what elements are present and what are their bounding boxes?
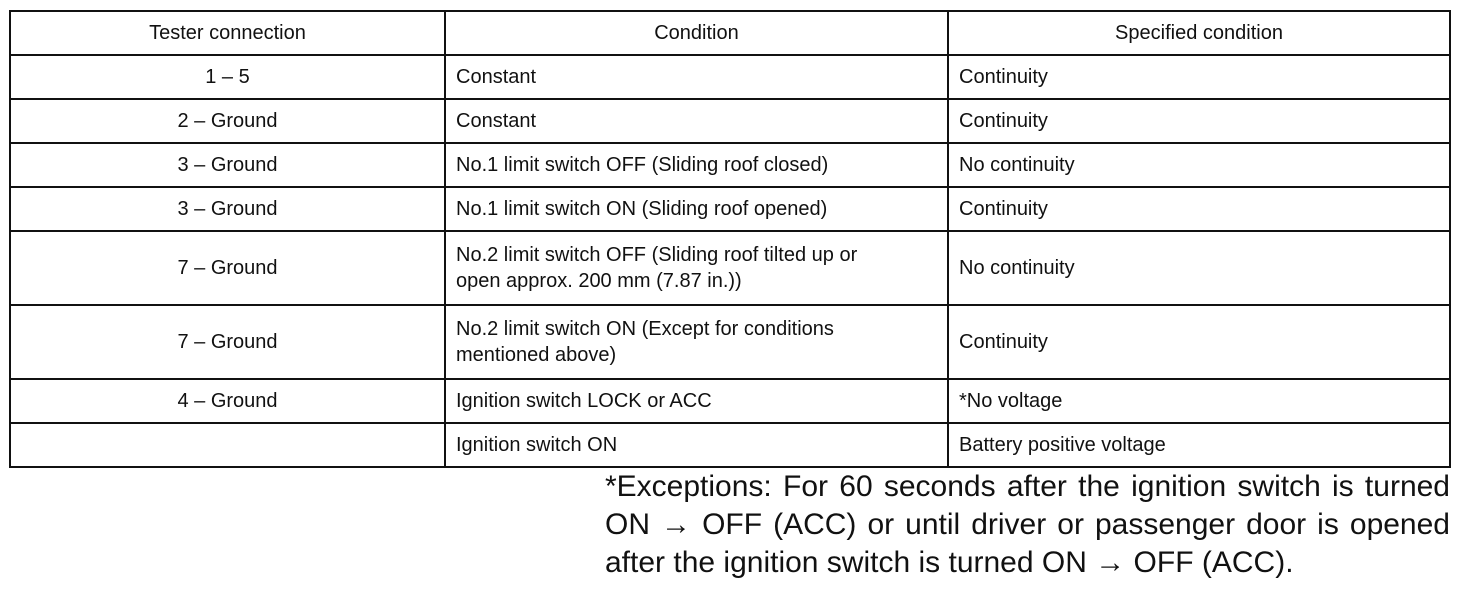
footnote-line: after the ignition switch is turned ON → OFF (ACC). xyxy=(605,546,1294,579)
condition-line: No.2 limit switch OFF (Sliding roof tilted up or xyxy=(456,244,858,266)
footnote-line: *Exceptions: For 60 seconds after the ignition switch is turned xyxy=(605,470,1450,503)
condition-line: mentioned above) xyxy=(456,344,617,366)
header-tester-connection: Tester connection xyxy=(10,11,445,55)
condition-cell: No.1 limit switch OFF (Sliding roof closed) xyxy=(445,143,948,187)
condition-line: No.2 limit switch ON (Except for conditions xyxy=(456,318,834,340)
condition-cell: Ignition switch ON xyxy=(445,423,948,467)
specification-table xyxy=(9,10,1451,468)
condition-cell: Constant xyxy=(445,55,948,99)
footnote-line: ON → OFF (ACC) or until driver or passenger door is opened xyxy=(605,508,1450,541)
tester-connection-cell: 7 – Ground xyxy=(10,231,445,305)
specified-condition-cell: *No voltage xyxy=(948,379,1450,423)
tester-connection-cell: 2 – Ground xyxy=(10,99,445,143)
specified-condition-cell: Continuity xyxy=(948,99,1450,143)
table-row xyxy=(10,379,1450,423)
exceptions-footnote xyxy=(605,468,1450,582)
table-row xyxy=(10,99,1450,143)
specified-condition-cell: Continuity xyxy=(948,305,1450,379)
tester-connection-cell: 4 – Ground xyxy=(10,379,445,423)
table-row xyxy=(10,55,1450,99)
tester-connection-cell xyxy=(10,423,445,467)
condition-cell: Constant xyxy=(445,99,948,143)
table-row xyxy=(10,231,1450,305)
header-condition: Condition xyxy=(445,11,948,55)
specified-condition-cell: Continuity xyxy=(948,187,1450,231)
specified-condition-cell: Battery positive voltage xyxy=(948,423,1450,467)
condition-cell xyxy=(445,231,948,305)
tester-connection-cell: 3 – Ground xyxy=(10,187,445,231)
specified-condition-cell: No continuity xyxy=(948,143,1450,187)
condition-cell xyxy=(445,305,948,379)
condition-cell: Ignition switch LOCK or ACC xyxy=(445,379,948,423)
table-row xyxy=(10,423,1450,467)
specified-condition-cell: No continuity xyxy=(948,231,1450,305)
specified-condition-cell: Continuity xyxy=(948,55,1450,99)
table-row xyxy=(10,305,1450,379)
table-row xyxy=(10,143,1450,187)
tester-connection-cell: 7 – Ground xyxy=(10,305,445,379)
tester-connection-cell: 3 – Ground xyxy=(10,143,445,187)
condition-line: open approx. 200 mm (7.87 in.)) xyxy=(456,270,742,292)
table-header-row xyxy=(10,11,1450,55)
table-row xyxy=(10,187,1450,231)
tester-connection-cell: 1 – 5 xyxy=(10,55,445,99)
header-specified-condition: Specified condition xyxy=(948,11,1450,55)
condition-cell: No.1 limit switch ON (Sliding roof opened) xyxy=(445,187,948,231)
